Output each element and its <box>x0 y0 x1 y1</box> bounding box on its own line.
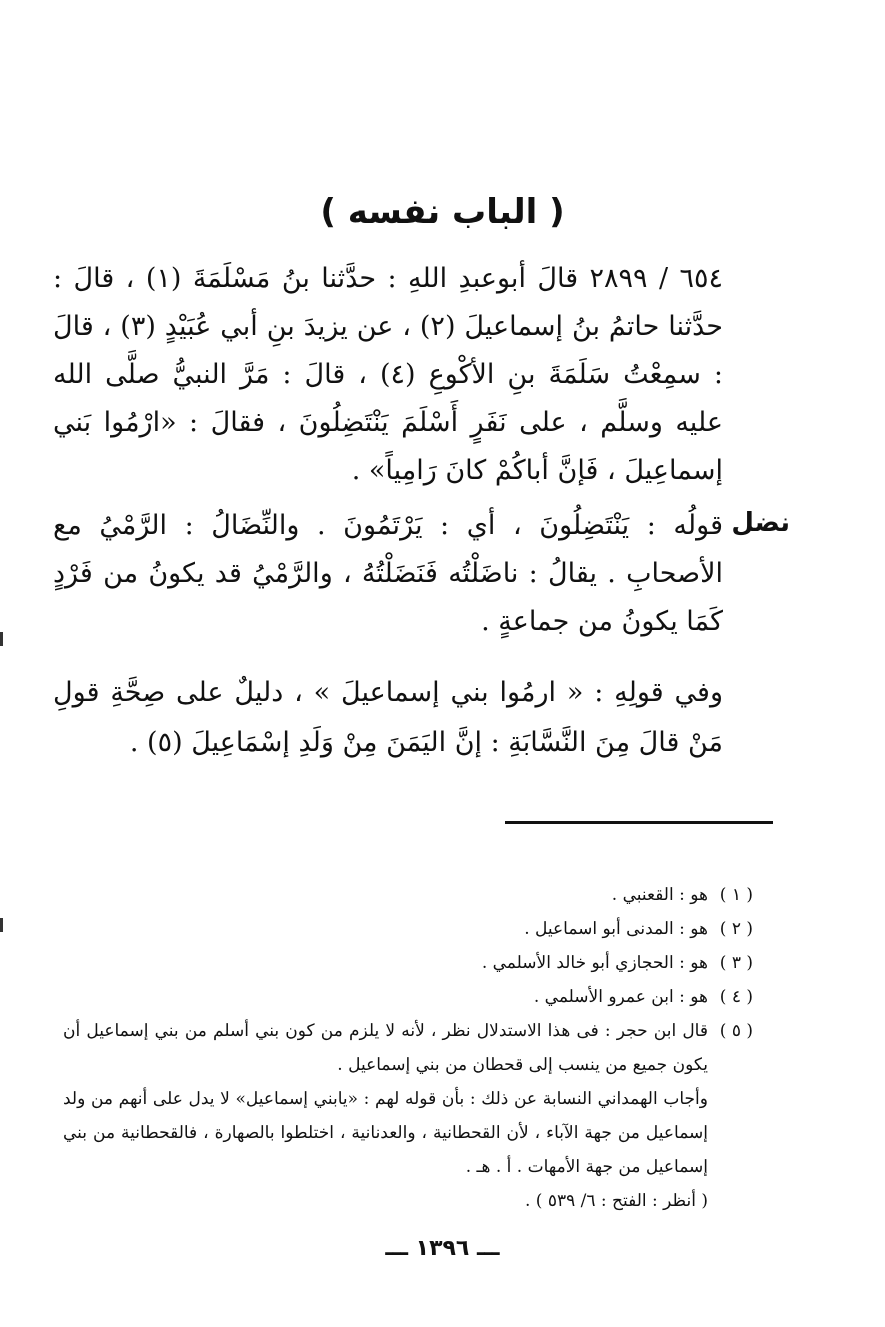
chapter-title: ( الباب نفسه ) <box>320 192 565 232</box>
footnote-separator <box>505 821 773 824</box>
commentary-paragraph-1: قولُه : يَنْتَضِلُونَ ، أي : يَرْتَمُونَ . والنِّضَالُ : الرَّمْيُ مع الأصحابِ . يقالُ : ناضَلْتُه فَنَضَلْتُهُ ، والرَّمْيُ قد يكونُ من فَرْدٍ كَمَا يكونُ من جماعةٍ . <box>53 510 723 637</box>
footnote-text: هو : الحجازي أبو خالد الأسلمي . <box>481 953 708 973</box>
footnote-item <box>63 1014 753 1082</box>
footnote-continuation <box>63 1184 753 1218</box>
footnote-text: وأجاب الهمداني النسابة عن ذلك : بأن قوله لهم : «يابني إسماعيل» لا يدل على أنهم من ولد إسماعيل من جهة الآباء ، لأن القحطانية ، والعدنانية ، اختلطوا بالصهارة ، فالقحطانية من بني إسماعيل من جهة الأمهات . أ . هـ . <box>63 1089 708 1177</box>
page-number: ـــ ١٣٩٦ ـــ <box>385 1236 500 1261</box>
scan-edge-mark <box>0 918 3 932</box>
footnote-reference: ( أنظر : الفتح : ٦/ ٥٣٩ ) . <box>524 1191 708 1211</box>
footnote-item <box>63 946 753 980</box>
footnote-item <box>63 878 753 912</box>
margin-keyword: نضل <box>731 508 790 538</box>
footnote-text: هو : ابن عمرو الأسلمي . <box>533 987 708 1007</box>
scan-edge-mark <box>0 632 3 646</box>
footnote-item <box>63 980 753 1014</box>
footnote-number: ( ٢ ) <box>719 919 753 939</box>
footnote-number: ( ٣ ) <box>719 953 753 973</box>
footnote-text: هو : القعنبي . <box>611 885 708 905</box>
footnote-number: ( ١ ) <box>719 885 753 905</box>
footnote-text: قال ابن حجر : فى هذا الاستدلال نظر ، لأنه لا يلزم من كون بني أسلم من بني إسماعيل أن يكون جميع من ينسب إلى قحطان من بني إسماعيل . <box>63 1021 708 1075</box>
footnote-item <box>63 912 753 946</box>
footnote-number: ( ٤ ) <box>719 987 753 1007</box>
footnote-number: ( ٥ ) <box>719 1021 753 1041</box>
footnote-continuation <box>63 1082 753 1184</box>
footnotes <box>63 878 753 1218</box>
hadith-paragraph: ٦٥٤ / ٢٨٩٩ قالَ أبوعبدِ اللهِ : حدَّثنا بنُ مَسْلَمَةَ (١) ، قالَ : حدَّثنا حاتمُ بنُ إسماعيلَ (٢) ، عن يزيدَ بنِ أبي عُبَيْدٍ (٣) ، قالَ : سمِعْتُ سَلَمَةَ بنِ الأكْوعِ (٤) ، قالَ : مَرَّ النبيُّ صلَّى الله عليه وسلَّم ، على نَفَرٍ أَسْلَمَ يَنْتَضِلُونَ ، فقالَ : «ارْمُوا بَني إسماعِيلَ ، فَإنَّ أباكُمْ كانَ رَامِياً» . <box>53 263 723 486</box>
commentary-paragraph-2: وفي قولِهِ : « ارمُوا بني إسماعيلَ » ، دليلٌ على صِحَّةِ قولِ مَنْ قالَ مِنَ النَّسَّابَةِ : إنَّ اليَمَنَ مِنْ وَلَدِ إسْمَاعِيلَ (٥) . <box>53 677 723 758</box>
footnote-text: هو : المدنى أبو اسماعيل . <box>524 919 708 939</box>
